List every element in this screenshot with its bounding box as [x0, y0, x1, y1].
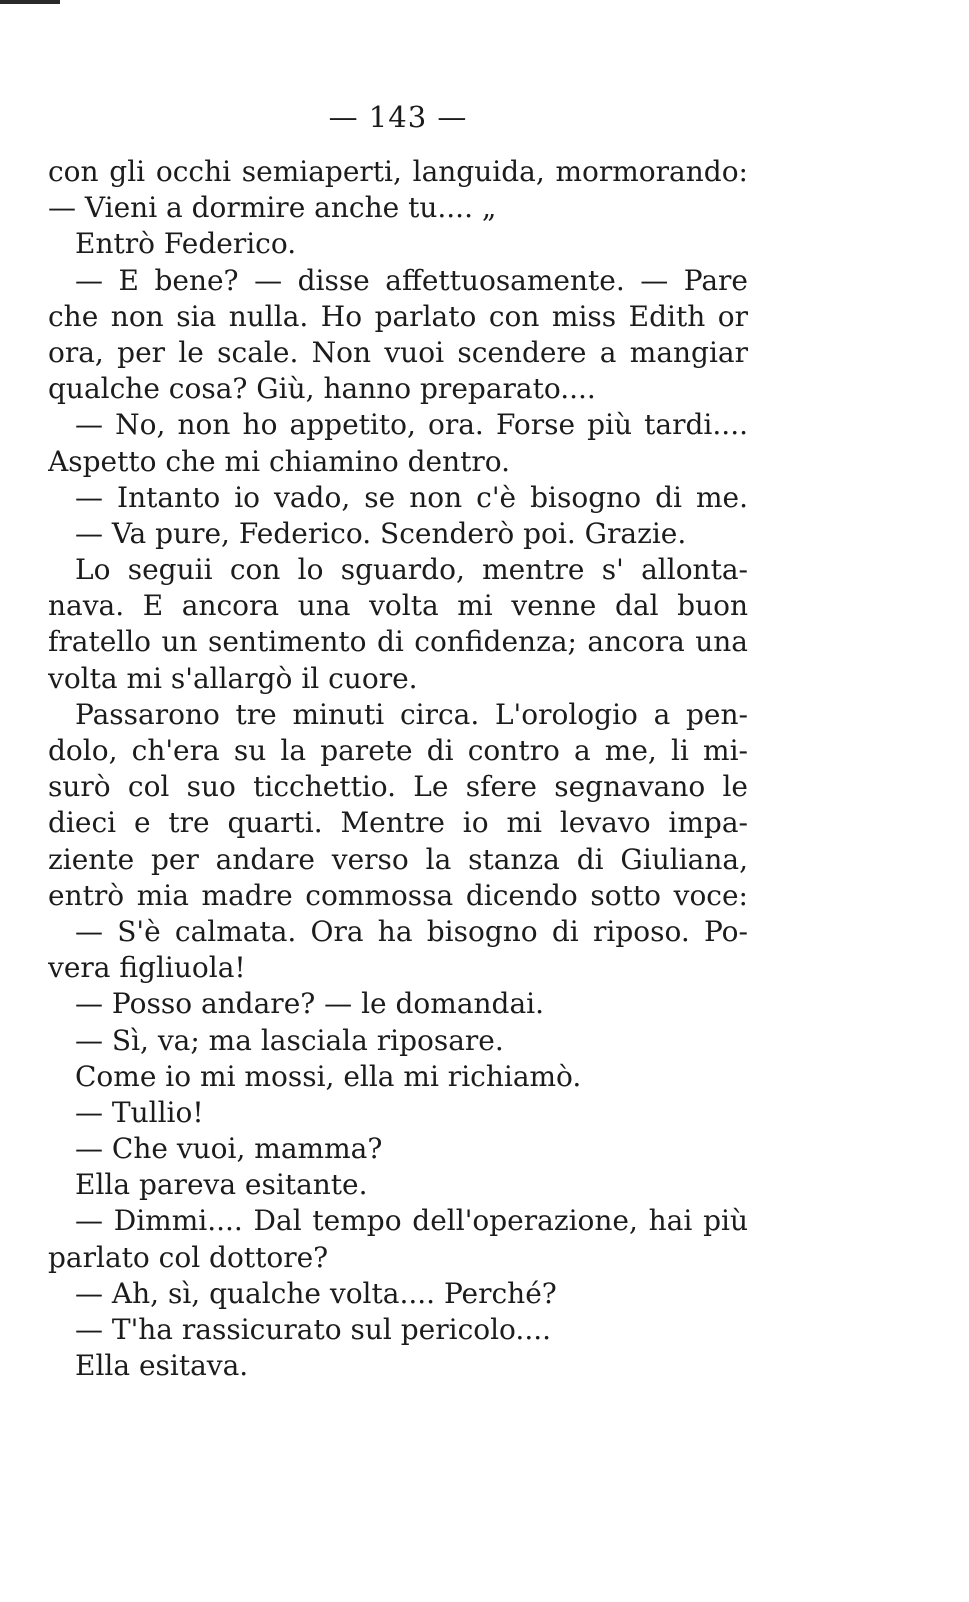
text-line: Ella pareva esitante.: [75, 1168, 368, 1202]
text-line: Entrò Federico.: [75, 227, 297, 261]
text-line: — Che vuoi, mamma?: [75, 1132, 383, 1166]
text-line: ora, per le scale. Non vuoi scendere a mangiar: [48, 335, 748, 369]
text-line: nava. E ancora una volta mi venne dal buon: [48, 589, 748, 623]
text-line: — Ah, sì, qualche volta.... Perché?: [75, 1276, 557, 1310]
text-line: con gli occhi semiaperti, languida, mormorando:: [48, 155, 748, 188]
text-line: fratello un sentimento di confidenza; ancora una: [48, 625, 748, 659]
text-line: — S'è calmata. Ora ha bisogno di riposo. Po-: [75, 914, 748, 948]
text-line: Passarono tre minuti circa. L'orologio a pen-: [75, 697, 748, 731]
text-line: — No, non ho appetito, ora. Forse più tardi....: [75, 408, 748, 442]
text-line: volta mi s'allargò il cuore.: [48, 661, 418, 695]
text-line: che non sia nulla. Ho parlato con miss Edith or: [48, 299, 748, 333]
text-line: vera figliuola!: [48, 951, 246, 985]
text-line: — Tullio!: [75, 1095, 204, 1129]
text-line: — Va pure, Federico. Scenderò poi. Grazie.: [75, 516, 687, 550]
text-line: entrò mia madre commossa dicendo sotto voce:: [48, 878, 748, 912]
text-line: — E bene? — disse affettuosamente. — Pare: [75, 263, 748, 297]
text-line: parlato col dottore?: [48, 1240, 329, 1274]
text-line: qualche cosa? Giù, hanno preparato....: [48, 372, 596, 406]
text-line: ziente per andare verso la stanza di Giuliana,: [48, 842, 748, 876]
text-line: surò col suo ticchettio. Le sfere segnavano le: [48, 770, 748, 804]
scan-edge-mark: [0, 0, 60, 4]
text-line: — Sì, va; ma lasciala riposare.: [75, 1023, 504, 1057]
text-line: Ella esitava.: [75, 1349, 249, 1383]
text-line: Aspetto che mi chiamino dentro.: [48, 444, 511, 478]
text-line: Come io mi mossi, ella mi richiamò.: [75, 1059, 582, 1093]
text-line: Lo seguii con lo sguardo, mentre s' allonta-: [75, 553, 748, 587]
text-line: — Intanto io vado, se non c'è bisogno di me.: [75, 480, 748, 514]
text-line: — Dimmi.... Dal tempo dell'operazione, hai più: [75, 1204, 748, 1238]
text-line: — Posso andare? — le domandai.: [75, 987, 545, 1021]
text-line: dieci e tre quarti. Mentre io mi levavo impa-: [48, 806, 748, 840]
text-line: — T'ha rassicurato sul pericolo....: [75, 1313, 552, 1346]
text-line: — Vieni a dormire anche tu.... „: [48, 191, 497, 225]
page-number: — 143 —: [328, 100, 468, 134]
page-text: [48, 154, 748, 1384]
text-line: dolo, ch'era su la parete di contro a me, li mi-: [48, 734, 748, 767]
